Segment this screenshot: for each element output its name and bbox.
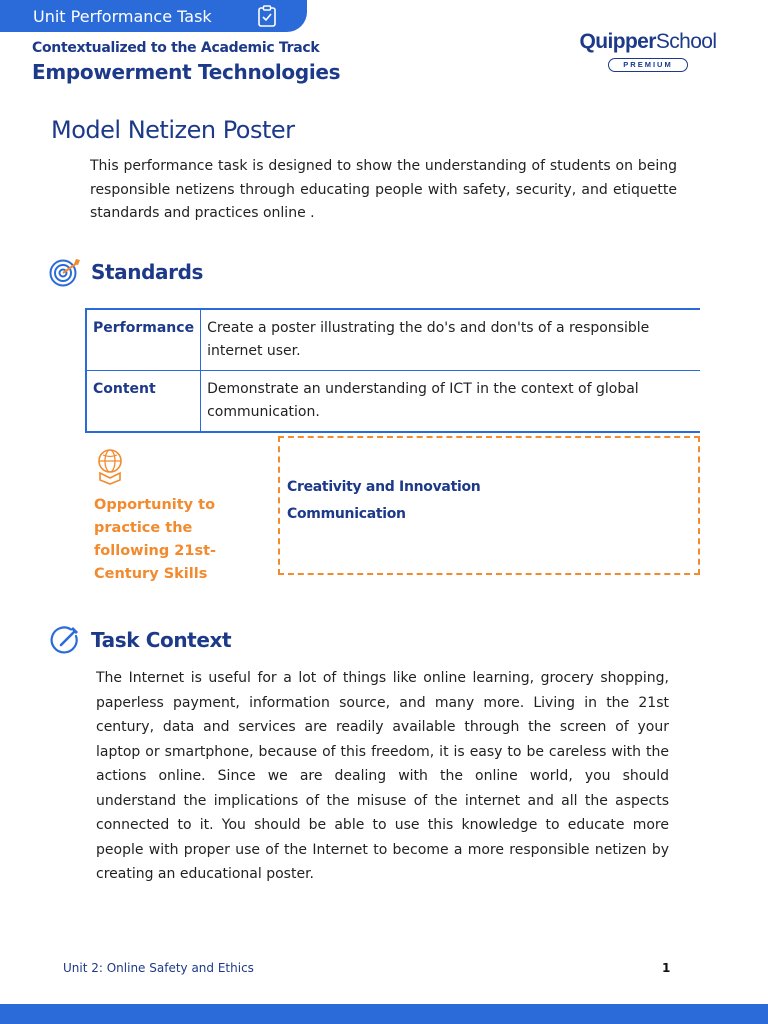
header-tab-label: Unit Performance Task — [33, 6, 212, 26]
standards-value-performance: Create a poster illustrating the do's and don'ts of a responsible internet user. — [201, 309, 700, 371]
standards-value-content: Demonstrate an understanding of ICT in the context of global communication. — [201, 371, 700, 433]
skill-item: Communication — [287, 506, 406, 522]
standards-heading — [49, 256, 203, 288]
skills-label: Opportunity to practice the following 21st-Century Skills — [94, 497, 217, 582]
standards-key-content: Content — [86, 371, 201, 433]
standards-heading-label: Standards — [91, 260, 203, 284]
table-row — [86, 309, 700, 371]
standards-key-performance: Performance — [86, 309, 201, 371]
clipboard-check-icon — [257, 5, 277, 27]
pencil-circle-icon — [49, 624, 81, 656]
logo-name-rest: School — [655, 30, 717, 53]
header-tab — [0, 0, 307, 32]
page-number: 1 — [662, 961, 671, 975]
logo-name-bold: Quipper — [579, 30, 656, 53]
task-context-body: The Internet is useful for a lot of things like online learning, grocery shopping, paperless payment, information source, and many more. Living in the 21st century, data and services are readily available through the screen of your laptop or smartphone, because of this freedom, it is easy to be careless with the actions online. Since we are dealing with the online world, you should understand the implications of the misuse of the internet and all the aspects connected to it. You should be able to use this knowledge to educate more people with proper use of the Internet to become a more responsible netizen by creating an educational poster. — [96, 670, 669, 882]
logo-premium-badge: PREMIUM — [608, 58, 688, 72]
table-row — [86, 371, 700, 433]
target-icon — [49, 256, 81, 288]
quipper-school-logo — [576, 30, 720, 72]
task-context-heading-label: Task Context — [91, 628, 232, 652]
track-subtitle: Contextualized to the Academic Track — [32, 40, 320, 56]
course-title: Empowerment Technologies — [32, 60, 341, 84]
bottom-bar — [0, 1004, 768, 1024]
skill-item: Creativity and Innovation — [287, 479, 481, 495]
footer-unit: Unit 2: Online Safety and Ethics — [63, 961, 254, 975]
standards-table — [85, 308, 700, 433]
brain-globe-icon — [94, 447, 126, 485]
task-title: Model Netizen Poster — [51, 116, 295, 144]
task-intro: This performance task is designed to show the understanding of students on being responsible netizens through educating people with safety, security, and etiquette standards and practices online . — [90, 158, 677, 221]
task-context-heading — [49, 624, 231, 656]
